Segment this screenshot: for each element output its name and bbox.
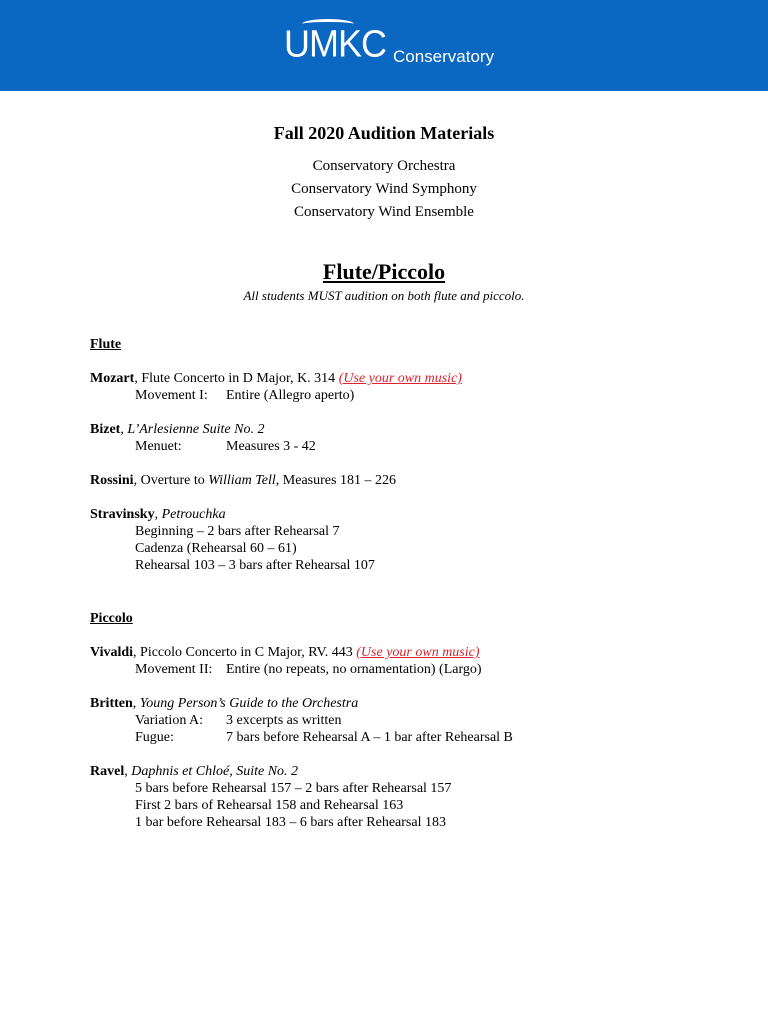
rossini-work: William Tell: [208, 473, 276, 488]
britten-row-label: Variation A:: [135, 713, 204, 728]
britten-entry: [90, 695, 358, 712]
ensemble-orchestra: Conservatory Orchestra: [312, 158, 456, 174]
vivaldi-own-music-note: (Use your own music): [356, 645, 480, 660]
audition-instruction: All students MUST audition on both flute and piccolo.: [243, 288, 525, 303]
stravinsky-excerpt: Rehearsal 103 – 3 bars after Rehearsal 107: [135, 558, 375, 573]
britten-work: Young Person’s Guide to the Orchestra: [139, 696, 359, 711]
rossini-pre: , Overture to: [133, 473, 209, 488]
britten-row: [135, 729, 513, 746]
instrument-heading: Flute/Piccolo: [322, 259, 446, 284]
ensemble-wind-symphony: Conservatory Wind Symphony: [291, 181, 477, 197]
rossini-entry: [90, 472, 396, 489]
ravel-sep: ,: [124, 764, 132, 779]
vivaldi-movement-label: Movement II:: [135, 662, 213, 677]
rossini-composer: Rossini: [90, 473, 134, 488]
ensemble-wind-ensemble: Conservatory Wind Ensemble: [294, 204, 474, 220]
stravinsky-excerpt: Cadenza (Rehearsal 60 – 61): [135, 541, 297, 556]
vivaldi-movement-row: [135, 661, 482, 678]
mozart-work: , Flute Concerto in D Major, K. 314: [134, 371, 339, 386]
britten-composer: Britten: [90, 696, 133, 711]
header-banner: [0, 0, 768, 91]
ravel-work: Daphnis et Chloé, Suite No. 2: [131, 764, 299, 779]
bizet-sep: ,: [120, 422, 128, 437]
mozart-movement-label: Movement I:: [135, 388, 208, 403]
stravinsky-entry: [90, 506, 226, 523]
britten-row: [135, 712, 342, 729]
ravel-excerpt: 1 bar before Rehearsal 183 – 6 bars after Rehearsal 183: [135, 815, 446, 830]
stravinsky-excerpt: Beginning – 2 bars after Rehearsal 7: [135, 524, 340, 539]
vivaldi-composer: Vivaldi: [90, 645, 134, 660]
mozart-movement-row: [135, 387, 355, 404]
mozart-own-music-note: (Use your own music): [338, 371, 462, 386]
stravinsky-work: Petrouchka: [161, 507, 226, 522]
stravinsky-sep: ,: [154, 507, 162, 522]
document-title: Fall 2020 Audition Materials: [273, 123, 495, 143]
mozart-composer: Mozart: [90, 371, 135, 386]
britten-sep: ,: [132, 696, 140, 711]
bizet-composer: Bizet: [90, 422, 121, 437]
ravel-excerpt: 5 bars before Rehearsal 157 – 2 bars after Rehearsal 157: [135, 781, 452, 796]
britten-row-value: 7 bars before Rehearsal A – 1 bar after Rehearsal B: [226, 730, 513, 745]
piccolo-section-heading: Piccolo: [90, 611, 133, 626]
flute-section-heading: Flute: [90, 337, 122, 352]
bizet-movement-value: Measures 3 - 42: [226, 439, 316, 454]
logo-sub-text: Conservatory: [393, 47, 495, 66]
britten-row-label: Fugue:: [135, 730, 174, 745]
vivaldi-work: , Piccolo Concerto in C Major, RV. 443: [133, 645, 357, 660]
ravel-excerpt: First 2 bars of Rehearsal 158 and Rehearsal 163: [135, 798, 404, 813]
ravel-composer: Ravel: [90, 764, 125, 779]
bizet-movement-label: Menuet:: [135, 439, 182, 454]
ravel-entry: [90, 763, 298, 780]
bizet-movement-row: [135, 438, 316, 455]
vivaldi-movement-value: Entire (no repeats, no ornamentation) (Largo): [226, 662, 482, 677]
rossini-post: , Measures 181 – 226: [275, 473, 396, 488]
mozart-entry: [90, 370, 462, 387]
vivaldi-entry: [90, 644, 480, 661]
mozart-movement-value: Entire (Allegro aperto): [226, 388, 355, 403]
stravinsky-composer: Stravinsky: [90, 507, 155, 522]
bizet-work: L’Arlesienne Suite No. 2: [127, 422, 265, 437]
bizet-entry: [90, 421, 264, 438]
logo-main-text: UMKC: [284, 21, 386, 65]
britten-row-value: 3 excerpts as written: [226, 713, 342, 728]
